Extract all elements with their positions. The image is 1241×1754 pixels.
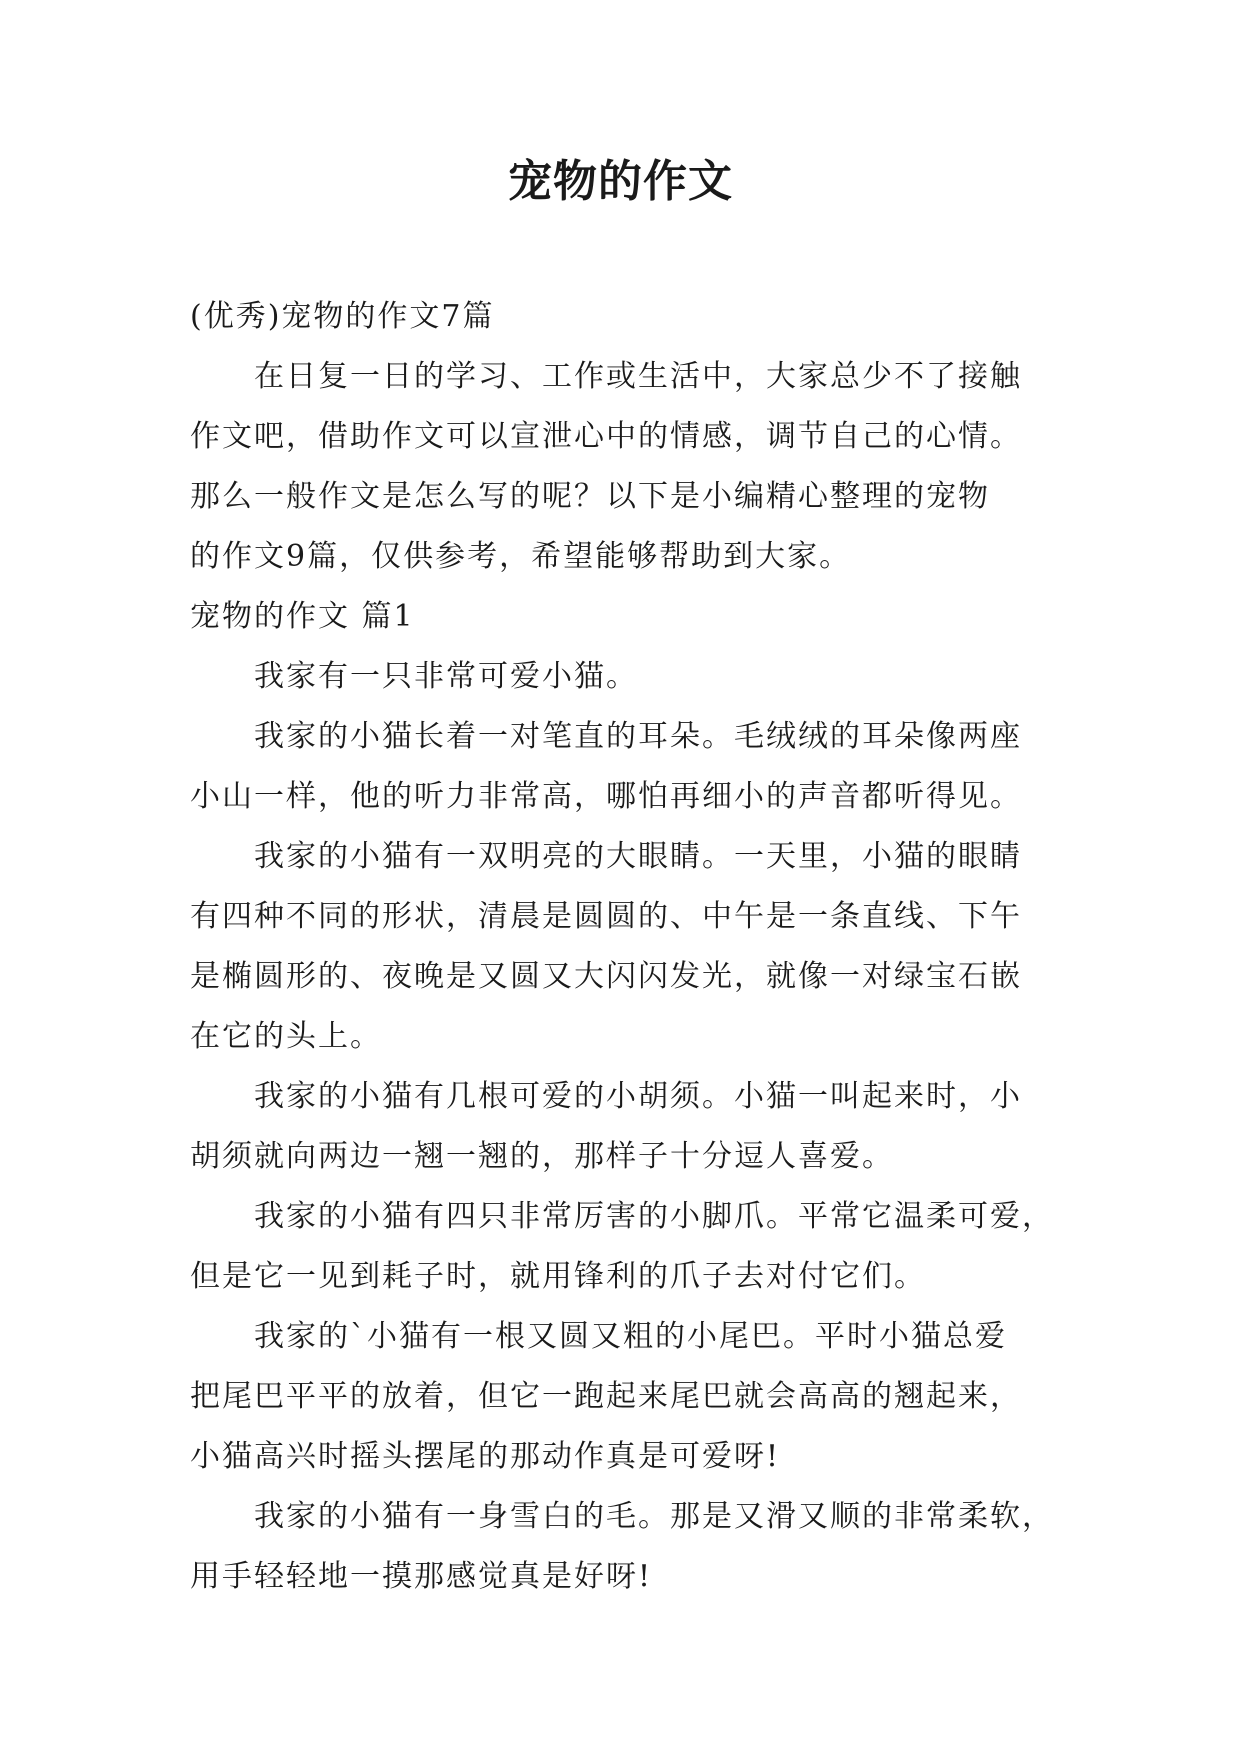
paragraph-line: 我家的小猫有一双明亮的大眼睛。一天里，小猫的眼睛 (254, 839, 1022, 874)
paragraph-line: 我家的小猫长着一对笔直的耳朵。毛绒绒的耳朵像两座 (254, 719, 1022, 754)
paragraph-line: 我家的小猫有四只非常厉害的小脚爪。平常它温柔可爱， (254, 1199, 1054, 1234)
document-body (190, 287, 1070, 1607)
paragraph-line: 胡须就向两边一翘一翘的，那样子十分逗人喜爱。 (190, 1139, 894, 1174)
paragraph-line: 我家的小猫有一身雪白的毛。那是又滑又顺的非常柔软， (254, 1499, 1054, 1534)
intro-line: 那么一般作文是怎么写的呢？以下是小编精心整理的宠物 (190, 479, 990, 514)
document-title: 宠物的作文 (508, 156, 733, 207)
paragraph-line: 小山一样，他的听力非常高，哪怕再细小的声音都听得见。 (190, 779, 1022, 814)
paragraph-line: 把尾巴平平的放着，但它一跑起来尾巴就会高高的翘起来， (190, 1379, 1022, 1414)
paragraph-line: 在它的头上。 (190, 1019, 382, 1054)
paragraph-line: 我家的`小猫有一根又圆又粗的小尾巴。平时小猫总爱 (254, 1319, 1007, 1354)
paragraph-line: 是椭圆形的、夜晚是又圆又大闪闪发光，就像一对绿宝石嵌 (190, 959, 1022, 994)
paragraph-line: 用手轻轻地一摸那感觉真是好呀! (190, 1559, 653, 1594)
intro-line: 的作文9篇，仅供参考，希望能够帮助到大家。 (190, 539, 852, 574)
section-heading: 宠物的作文 篇1 (190, 599, 415, 634)
paragraph-line: 但是它一见到耗子时，就用锋利的爪子去对付它们。 (190, 1259, 926, 1294)
intro-line: 作文吧，借助作文可以宣泄心中的情感，调节自己的心情。 (190, 419, 1022, 454)
intro-line: 在日复一日的学习、工作或生活中，大家总少不了接触 (254, 359, 1022, 394)
paragraph-line: 有四种不同的形状，清晨是圆圆的、中午是一条直线、下午 (190, 899, 1022, 934)
paragraph-line: 我家有一只非常可爱小猫。 (254, 659, 638, 694)
paragraph-line: 小猫高兴时摇头摆尾的那动作真是可爱呀! (190, 1439, 781, 1474)
paragraph-line: 我家的小猫有几根可爱的小胡须。小猫一叫起来时，小 (254, 1079, 1022, 1114)
subtitle-line: (优秀)宠物的作文7篇 (190, 299, 495, 334)
